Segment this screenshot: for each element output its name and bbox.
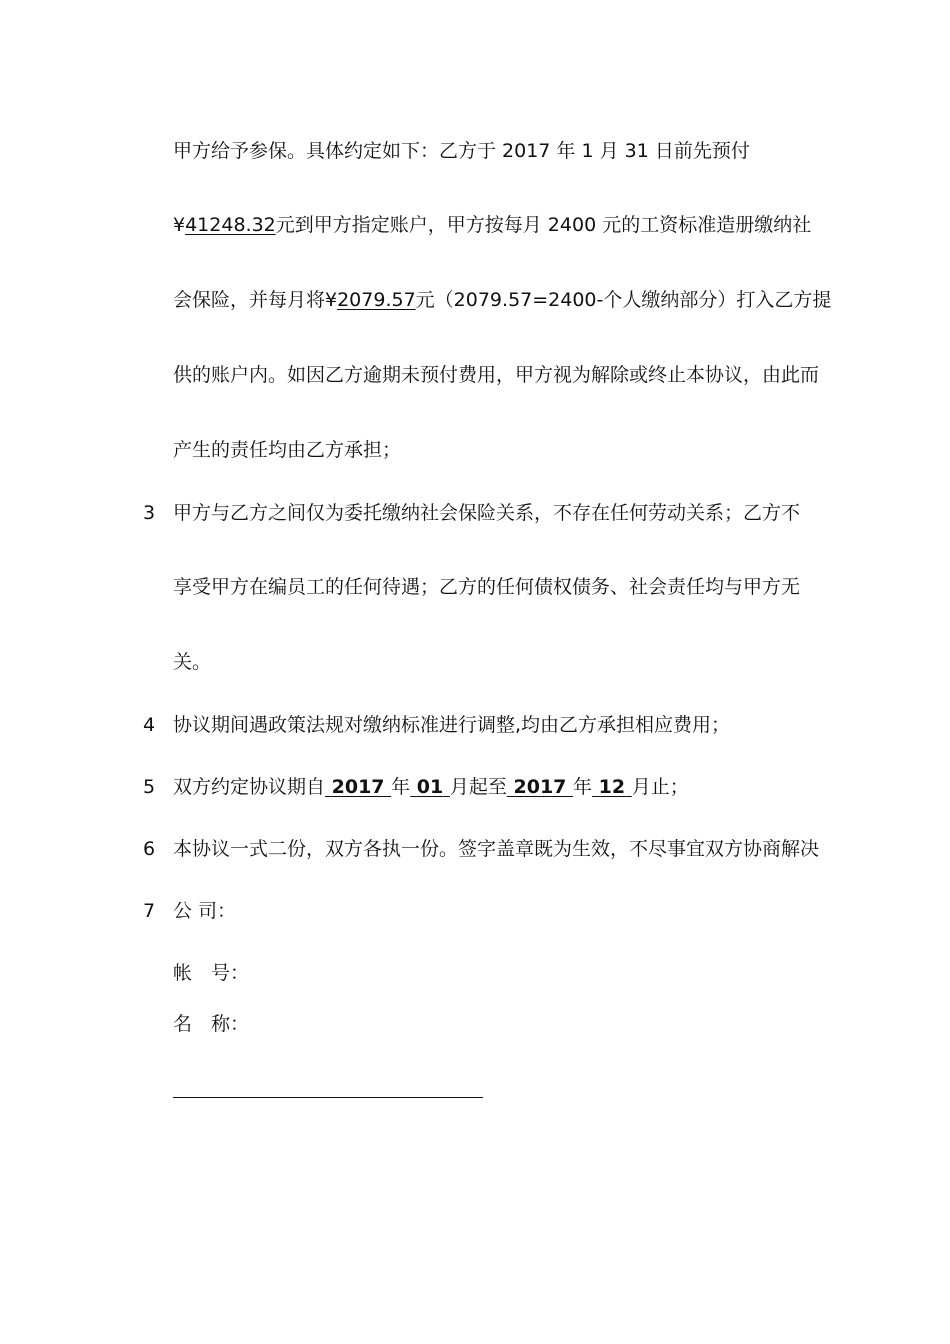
clause4-text: 协议期间遇政策法规对缴纳标准进行调整,均由乙方承担相应费用； (173, 714, 731, 736)
end-month: 12 (598, 776, 626, 798)
end-year: 2017 (513, 776, 567, 798)
year-label: 年 (391, 776, 411, 798)
clause5-text (173, 774, 689, 800)
clause2-line4: 供的账户内。如因乙方逾期未预付费用，甲方视为解除或终止本协议，由此而 (173, 364, 820, 386)
name-label: 名 称： (173, 1013, 250, 1035)
clause2-line2 (173, 212, 811, 238)
start-year: 2017 (331, 776, 385, 798)
account-label: 帐 号： (173, 962, 250, 984)
monthly-amount: 2079.57 (337, 289, 416, 311)
clause2-line3-pre: 会保险，并每月将¥ (173, 289, 338, 311)
clause3-line3: 关。 (173, 651, 212, 673)
clause5-prefix: 双方约定协议期自 (173, 776, 326, 798)
start-month: 01 (416, 776, 444, 798)
clause7-number: 7 (143, 900, 156, 922)
clause4-number: 4 (143, 714, 156, 736)
clause5-number: 5 (143, 776, 156, 798)
clause2-line3 (173, 287, 831, 313)
clause6-text: 本协议一式二份，双方各执一份。签字盖章既为生效，不尽事宜双方协商解决 (173, 838, 820, 860)
clause2-line3-rest: 元（2079.57=2400-个人缴纳部分）打入乙方提 (415, 289, 832, 311)
clause3-line1: 甲方与乙方之间仅为委托缴纳社会保险关系，不存在任何劳动关系；乙方不 (173, 502, 801, 524)
prepay-amount: 41248.32 (185, 214, 276, 236)
clause6-number: 6 (143, 838, 156, 860)
clause2-line1: 甲方给予参保。具体约定如下：乙方于 2017 年 1 月 31 日前先预付 (173, 140, 750, 162)
clause2-line5: 产生的责任均由乙方承担； (173, 439, 402, 461)
company-label: 公 司： (173, 900, 237, 922)
currency-symbol: ¥ (173, 214, 186, 236)
clause5-mid: 月起至 (449, 776, 507, 798)
clause3-number: 3 (143, 502, 156, 524)
year-label-2: 年 (573, 776, 593, 798)
clause5-suffix: 月止； (631, 776, 689, 798)
signature-line (173, 1097, 483, 1098)
clause2-line2-rest: 元到甲方指定账户，甲方按每月 2400 元的工资标准造册缴纳社 (275, 214, 812, 236)
clause3-line2: 享受甲方在编员工的任何待遇；乙方的任何债权债务、社会责任均与甲方无 (173, 576, 801, 598)
